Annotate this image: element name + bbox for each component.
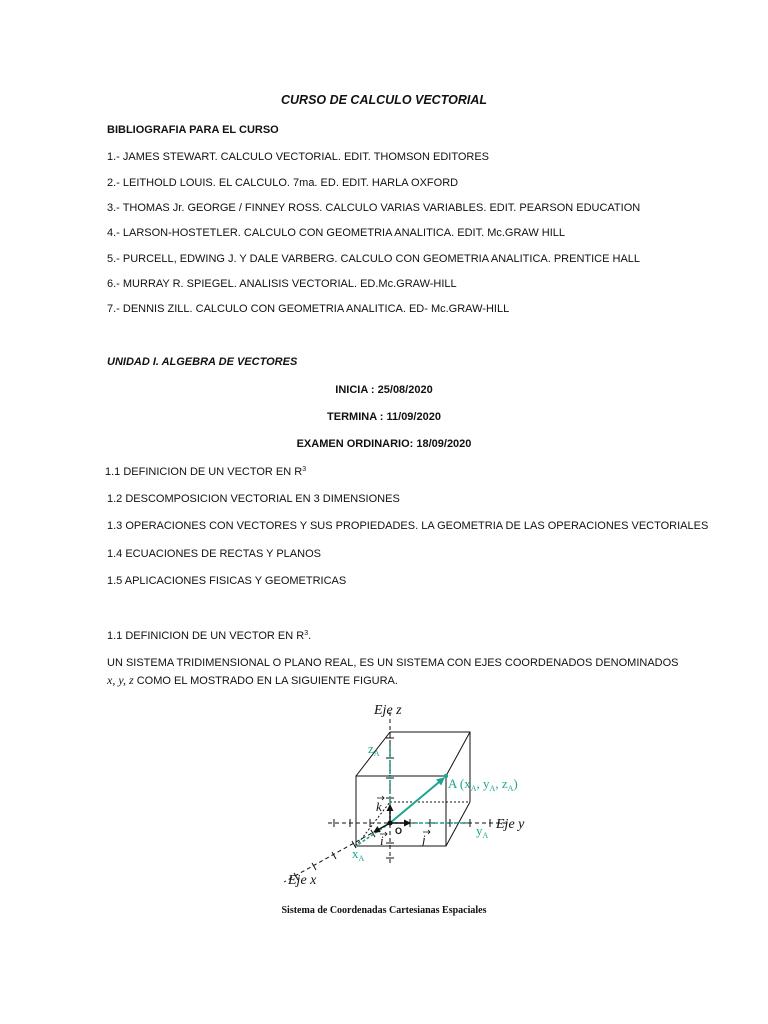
topic-item: 1.3 OPERACIONES CON VECTORES Y SUS PROPIEDADES. LA GEOMETRIA DE LAS OPERACIONES VECTORIALES [107, 520, 709, 532]
page-title: CURSO DE CALCULO VECTORIAL [280, 93, 488, 107]
paragraph-line-1: UN SISTEMA TRIDIMENSIONAL O PLANO REAL, ES UN SISTEMA CON EJES COORDENADOS DENOMINADOS [107, 657, 679, 669]
label-z-a: $z_A$ [368, 741, 380, 758]
label-point-a: A ($x_A$, $y_A$, $z_A$) [448, 776, 518, 793]
coordinate-system-figure [270, 698, 540, 894]
topic-item: 1.4 ECUACIONES DE RECTAS Y PLANOS [107, 548, 321, 560]
section-heading-text: 1.1 DEFINICION DE UN VECTOR EN R [107, 630, 305, 642]
position-vector [390, 778, 444, 823]
paragraph-math-variables: x, y, z [107, 673, 134, 687]
bibliography-item: 7.- DENNIS ZILL. CALCULO CON GEOMETRIA ANALITICA. ED- Mc.GRAW-HILL [107, 303, 510, 315]
unit-vector-i-label: i [380, 833, 384, 848]
topic-text: 1.1 DEFINICION DE UN VECTOR EN R [105, 466, 303, 478]
bibliography-item: 6.- MURRAY R. SPIEGEL. ANALISIS VECTORIAL. ED.Mc.GRAW-HILL [107, 278, 457, 290]
topic-superscript: 3 [302, 466, 307, 473]
unit-vector-j-label: j [422, 832, 426, 847]
projection-lines [356, 746, 470, 846]
topic-item: 1.2 DESCOMPOSICION VECTORIAL EN 3 DIMENSIONES [107, 493, 400, 505]
bibliography-item: 1.- JAMES STEWART. CALCULO VECTORIAL. EDIT. THOMSON EDITORES [107, 151, 490, 163]
axes [284, 712, 508, 882]
unit-end-date: TERMINA : 11/09/2020 [327, 411, 441, 423]
label-x-a: $x_A$ [352, 846, 365, 863]
unit-exam-date: EXAMEN ORDINARIO: 18/09/2020 [296, 438, 472, 450]
origin-label: O [395, 826, 403, 836]
label-y-a: $y_A$ [476, 823, 489, 840]
bibliography-item: 2.- LEITHOLD LOUIS. EL CALCULO. 7ma. ED. EDIT. HARLA OXFORD [107, 177, 459, 189]
topic-item [105, 466, 306, 479]
figure-caption: Sistema de Coordenadas Cartesianas Espaciales [281, 905, 487, 916]
section-heading-superscript: 3 [304, 630, 309, 637]
section-heading [107, 630, 311, 643]
axis-label-z: Eje z [374, 703, 402, 718]
axis-ticks [294, 738, 490, 880]
unit-vector-k-label: k [376, 799, 382, 814]
paragraph-line-2 [107, 674, 398, 688]
bibliography-item: 5.- PURCELL, EDWING J. Y DALE VARBERG. CALCULO CON GEOMETRIA ANALITICA. PRENTICE HALL [107, 253, 641, 265]
paragraph-line-2-text: COMO EL MOSTRADO EN LA SIGUIENTE FIGURA. [133, 675, 398, 687]
bibliography-item: 3.- THOMAS Jr. GEORGE / FINNEY ROSS. CALCULO VARIAS VARIABLES. EDIT. PEARSON EDUCATION [107, 202, 641, 214]
bibliography-item: 4.- LARSON-HOSTETLER. CALCULO CON GEOMETRIA ANALITICA. EDIT. Mc.GRAW HILL [107, 227, 566, 239]
origin-point [388, 821, 393, 826]
unit-start-date: INICIA : 25/08/2020 [335, 384, 433, 396]
axis-label-x: Eje x [288, 873, 317, 888]
axis-label-y: Eje y [496, 817, 525, 832]
unit-heading: UNIDAD I. ALGEBRA DE VECTORES [107, 356, 298, 368]
topic-item: 1.5 APLICACIONES FISICAS Y GEOMETRICAS [107, 575, 347, 587]
bibliography-heading: BIBLIOGRAFIA PARA EL CURSO [107, 124, 279, 136]
section-heading-end: . [308, 630, 312, 642]
